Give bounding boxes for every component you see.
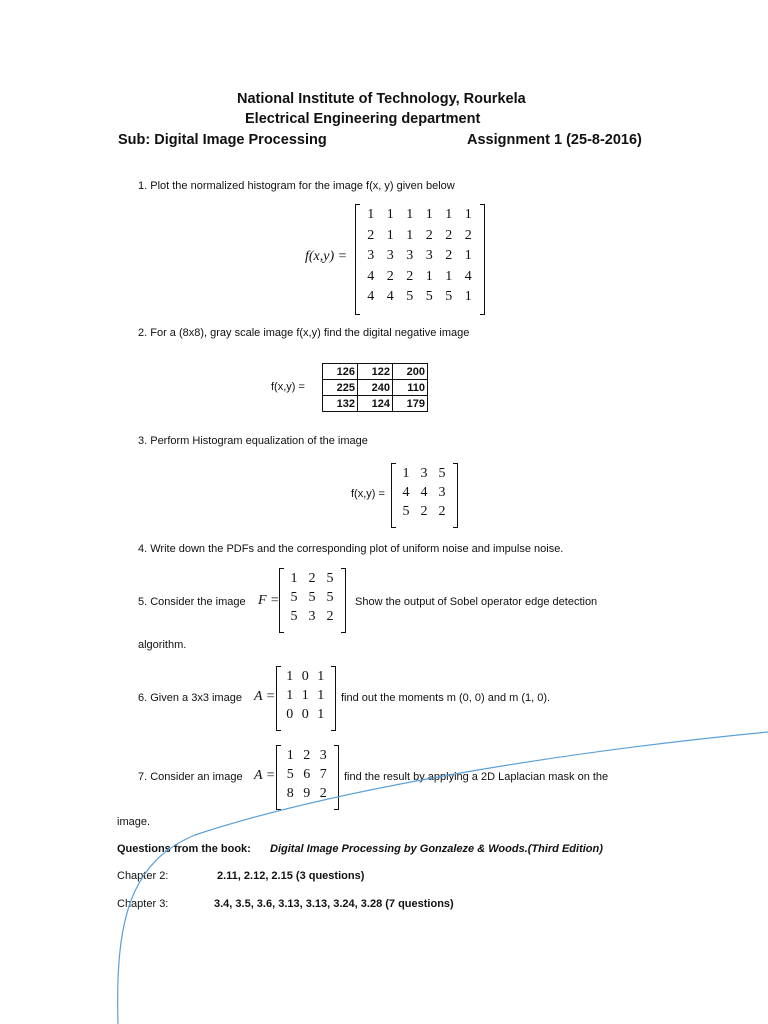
question-3-label: f(x,y) = bbox=[351, 488, 385, 500]
matrix-cell: 2 bbox=[425, 227, 433, 243]
matrix-cell: 2 bbox=[406, 268, 414, 284]
question-6-text-after: find out the moments m (0, 0) and m (1, 0). bbox=[341, 692, 551, 704]
matrix-bracket-right bbox=[341, 568, 346, 633]
chapter-2-items: 2.11, 2.12, 2.15 (3 questions) bbox=[217, 870, 365, 882]
institute-title: National Institute of Technology, Rourkela bbox=[237, 91, 526, 107]
matrix-cell: 3 bbox=[420, 466, 428, 481]
matrix-cell: 3 bbox=[319, 748, 327, 763]
matrix-cell: 1 bbox=[301, 688, 309, 703]
question-2-table bbox=[322, 363, 428, 412]
question-1-text: 1. Plot the normalized histogram for the image f(x, y) given below bbox=[138, 180, 455, 192]
matrix-cell: 1 bbox=[317, 688, 325, 703]
book-title: Digital Image Processing by Gonzaleze & Woods.(Third Edition) bbox=[270, 843, 603, 855]
question-1-label: f(x,y) = bbox=[305, 249, 348, 264]
question-7-continuation: image. bbox=[117, 816, 151, 828]
table-cell: 110 bbox=[393, 380, 428, 396]
question-2-label: f(x,y) = bbox=[271, 381, 305, 393]
matrix-cell: 4 bbox=[367, 268, 375, 284]
matrix-cell: 5 bbox=[425, 289, 433, 304]
matrix-cell: 4 bbox=[402, 485, 410, 500]
matrix-cell: 2 bbox=[445, 227, 453, 243]
question-6-label: A = bbox=[254, 689, 276, 704]
matrix-cell: 6 bbox=[303, 767, 311, 782]
matrix-cell: 0 bbox=[301, 669, 309, 684]
question-4-text: 4. Write down the PDFs and the corresponding plot of uniform noise and impulse noise. bbox=[138, 543, 564, 555]
matrix-cell: 4 bbox=[420, 485, 428, 500]
table-cell: 132 bbox=[323, 396, 358, 412]
book-intro: Questions from the book: bbox=[117, 843, 251, 855]
matrix-cell: 4 bbox=[464, 268, 472, 284]
matrix-cell: 1 bbox=[425, 268, 433, 284]
matrix-cell: 5 bbox=[290, 609, 298, 624]
question-1-matrix bbox=[355, 204, 485, 310]
matrix-cell: 1 bbox=[317, 707, 325, 722]
matrix-cell: 8 bbox=[286, 786, 294, 801]
matrix-cell: 1 bbox=[464, 207, 472, 222]
matrix-cell: 1 bbox=[386, 227, 394, 243]
matrix-cell: 5 bbox=[406, 289, 414, 304]
table-row bbox=[323, 380, 428, 396]
matrix-cell: 1 bbox=[367, 207, 375, 222]
matrix-cell: 2 bbox=[420, 504, 428, 519]
matrix-cell: 1 bbox=[290, 571, 298, 586]
question-7-text-after: find the result by applying a 2D Laplacian mask on the bbox=[344, 771, 609, 783]
department-title: Electrical Engineering department bbox=[245, 111, 481, 127]
matrix-cell: 2 bbox=[308, 571, 316, 586]
matrix-cell: 3 bbox=[425, 248, 433, 263]
matrix-cell: 0 bbox=[286, 707, 294, 722]
matrix-cell: 2 bbox=[367, 227, 375, 243]
question-3-text: 3. Perform Histogram equalization of the image bbox=[138, 435, 368, 447]
matrix-cell: 3 bbox=[438, 485, 446, 500]
matrix-cell: 1 bbox=[286, 688, 294, 703]
table-row bbox=[323, 396, 428, 412]
matrix-cell: 1 bbox=[286, 669, 294, 684]
matrix-cell: 3 bbox=[367, 248, 375, 263]
matrix-cell: 2 bbox=[303, 748, 311, 763]
question-5-matrix bbox=[279, 568, 345, 630]
matrix-cell: 1 bbox=[445, 207, 453, 222]
question-5-continuation: algorithm. bbox=[138, 639, 187, 651]
matrix-cell: 1 bbox=[402, 466, 410, 481]
question-6-text: 6. Given a 3x3 image bbox=[138, 692, 242, 704]
matrix-cell: 5 bbox=[308, 590, 316, 605]
matrix-cell: 7 bbox=[319, 767, 327, 782]
matrix-cell: 1 bbox=[317, 669, 325, 684]
table-cell: 179 bbox=[393, 396, 428, 412]
table-cell: 126 bbox=[323, 364, 358, 380]
table-cell: 124 bbox=[358, 396, 393, 412]
matrix-cell: 0 bbox=[301, 707, 309, 722]
table-cell: 240 bbox=[358, 380, 393, 396]
matrix-cell: 1 bbox=[425, 207, 433, 222]
matrix-cell: 5 bbox=[290, 590, 298, 605]
table-row bbox=[323, 364, 428, 380]
matrix-bracket-right bbox=[480, 204, 485, 315]
question-2-text: 2. For a (8x8), gray scale image f(x,y) find the digital negative image bbox=[138, 327, 470, 339]
matrix-cell: 5 bbox=[326, 590, 334, 605]
matrix-cell: 9 bbox=[303, 786, 311, 801]
matrix-bracket-right bbox=[453, 463, 458, 528]
question-6-matrix bbox=[276, 666, 334, 728]
matrix-cell: 5 bbox=[445, 289, 453, 304]
matrix-cell: 2 bbox=[386, 268, 394, 284]
matrix-cell: 3 bbox=[386, 248, 394, 263]
matrix-cell: 1 bbox=[386, 207, 394, 222]
chapter-3-label: Chapter 3: bbox=[117, 898, 169, 910]
table-cell: 122 bbox=[358, 364, 393, 380]
matrix-cell: 2 bbox=[319, 786, 327, 801]
question-7-text: 7. Consider an image bbox=[138, 771, 243, 783]
matrix-cell: 3 bbox=[406, 248, 414, 263]
matrix-cell: 2 bbox=[445, 248, 453, 263]
matrix-cell: 4 bbox=[367, 289, 375, 304]
matrix-cell: 2 bbox=[464, 227, 472, 243]
matrix-cell: 5 bbox=[326, 571, 334, 586]
question-3-matrix bbox=[391, 463, 457, 525]
matrix-cell: 3 bbox=[308, 609, 316, 624]
matrix-bracket-right bbox=[334, 745, 339, 810]
matrix-cell: 1 bbox=[406, 207, 414, 222]
matrix-cell: 1 bbox=[445, 268, 453, 284]
question-7-label: A = bbox=[254, 768, 276, 783]
table-cell: 225 bbox=[323, 380, 358, 396]
matrix-cell: 2 bbox=[326, 609, 334, 624]
matrix-cell: 2 bbox=[438, 504, 446, 519]
matrix-cell: 1 bbox=[464, 248, 472, 263]
question-5-text: 5. Consider the image bbox=[138, 596, 246, 608]
matrix-cell: 1 bbox=[406, 227, 414, 243]
matrix-cell: 1 bbox=[464, 289, 472, 304]
subject-title: Sub: Digital Image Processing bbox=[118, 132, 327, 148]
question-5-label: F = bbox=[258, 593, 280, 608]
matrix-cell: 5 bbox=[438, 466, 446, 481]
matrix-cell: 1 bbox=[286, 748, 294, 763]
matrix-cell: 5 bbox=[402, 504, 410, 519]
table-cell: 200 bbox=[393, 364, 428, 380]
chapter-3-items: 3.4, 3.5, 3.6, 3.13, 3.13, 3.24, 3.28 (7 questions) bbox=[214, 898, 454, 910]
question-5-text-after: Show the output of Sobel operator edge detection bbox=[355, 596, 598, 608]
matrix-cell: 5 bbox=[286, 767, 294, 782]
assignment-title: Assignment 1 (25-8-2016) bbox=[467, 132, 642, 148]
chapter-2-label: Chapter 2: bbox=[117, 870, 169, 882]
matrix-cell: 4 bbox=[386, 289, 394, 304]
question-7-matrix bbox=[276, 745, 338, 807]
